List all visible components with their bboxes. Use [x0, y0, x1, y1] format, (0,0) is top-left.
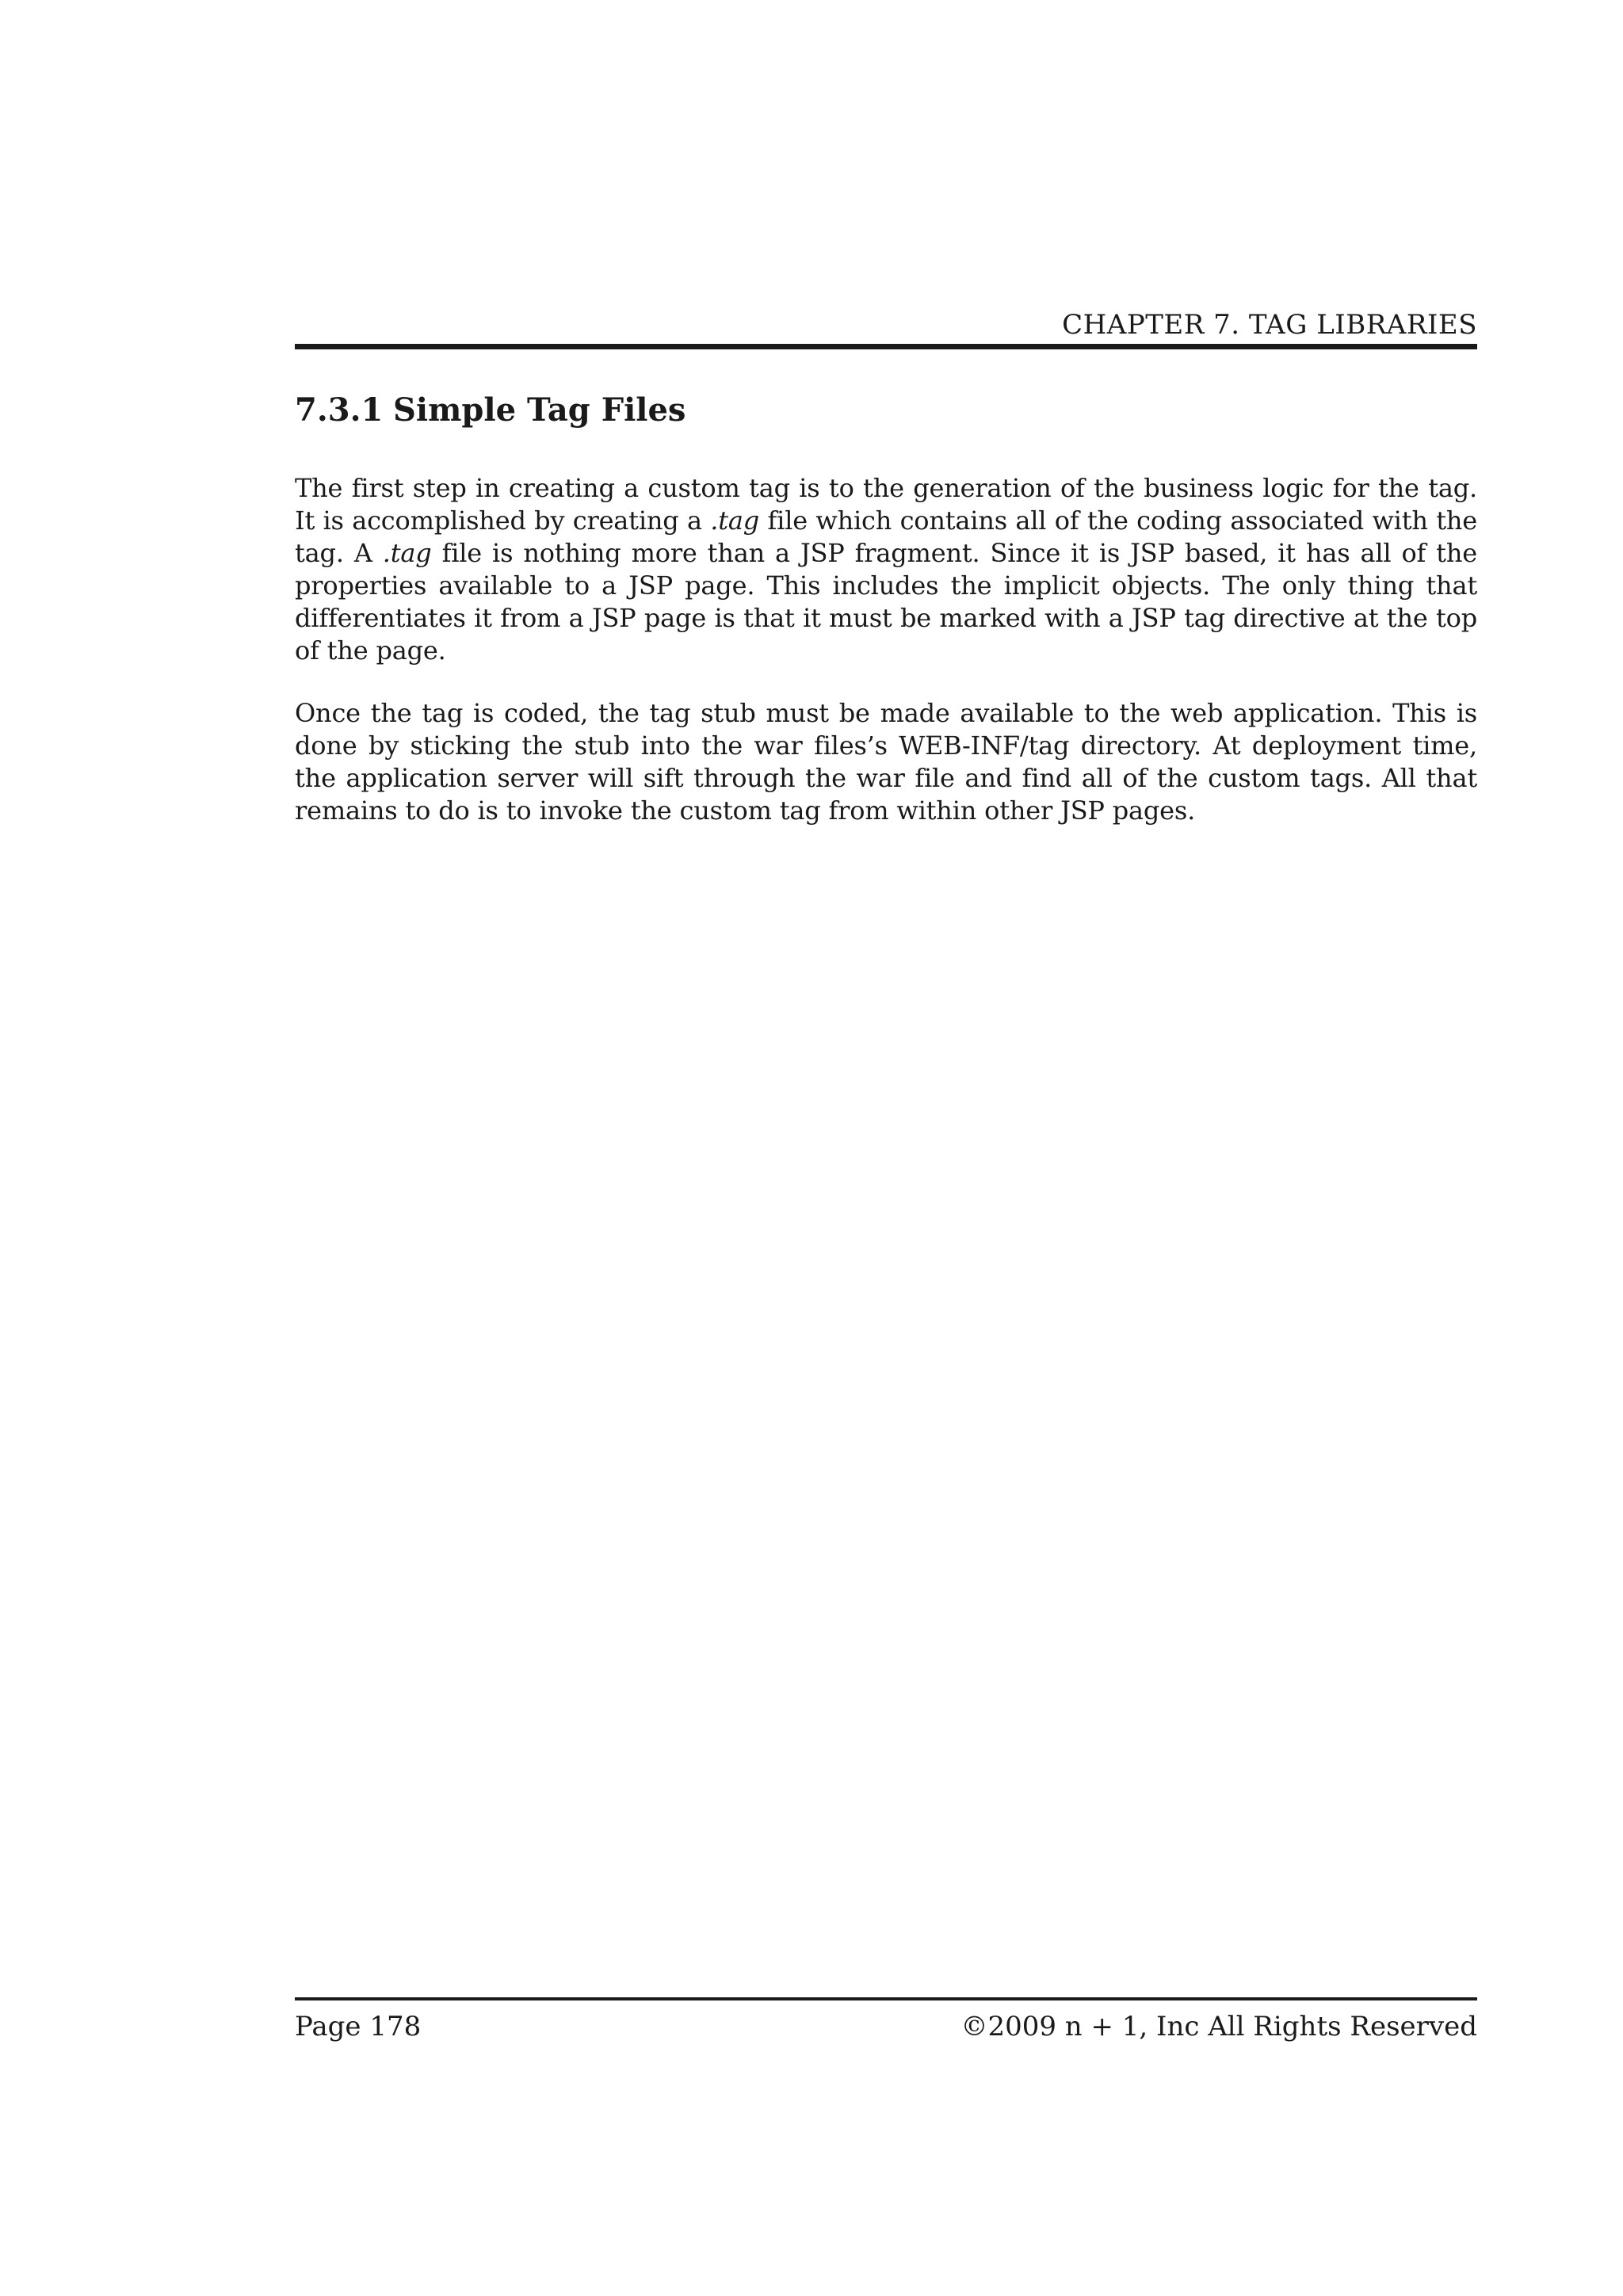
copyright-notice: ©2009 n + 1, Inc All Rights Reserved	[960, 2011, 1477, 2042]
section-heading	[295, 390, 1477, 431]
page-number: Page 178	[295, 2011, 422, 2042]
section-title: Simple Tag Files	[393, 391, 686, 429]
header-rule	[295, 344, 1477, 349]
paragraph-1	[295, 472, 1477, 667]
paragraph-1-part-c: file is nothing more than a JSP fragment. Since it is JSP based, it has all of the properties available to a JSP page. This includes the implicit objects. The only thing that differentiates it from a JSP page is that it must be marked with a JSP tag directive at the top of the page.	[295, 538, 1477, 666]
paragraph-1-part-b: file which contains all of the coding associated with the tag. A	[295, 505, 1477, 568]
paragraph-1-part-a: The first step in creating a custom tag is to the generation of the business logic for the tag. It is accomplished by creating a	[295, 473, 1477, 536]
paragraph-2: Once the tag is coded, the tag stub must be made available to the web application. This is done by sticking the stub into the war files’s WEB-INF/tag directory. At deployment time, the application server will sift through the war file and find all of the custom tags. All that remains to do is to invoke the custom tag from within other JSP pages.	[295, 698, 1477, 826]
page-footer	[295, 2009, 1477, 2044]
tag-extension-italic: .tag	[710, 505, 760, 536]
footer-rule	[295, 1997, 1477, 2000]
tag-extension-italic: .tag	[382, 538, 432, 568]
section-number: 7.3.1	[295, 391, 384, 429]
document-page	[295, 0, 1477, 2296]
running-header: CHAPTER 7. TAG LIBRARIES	[1062, 309, 1477, 341]
body-text	[295, 472, 1477, 857]
